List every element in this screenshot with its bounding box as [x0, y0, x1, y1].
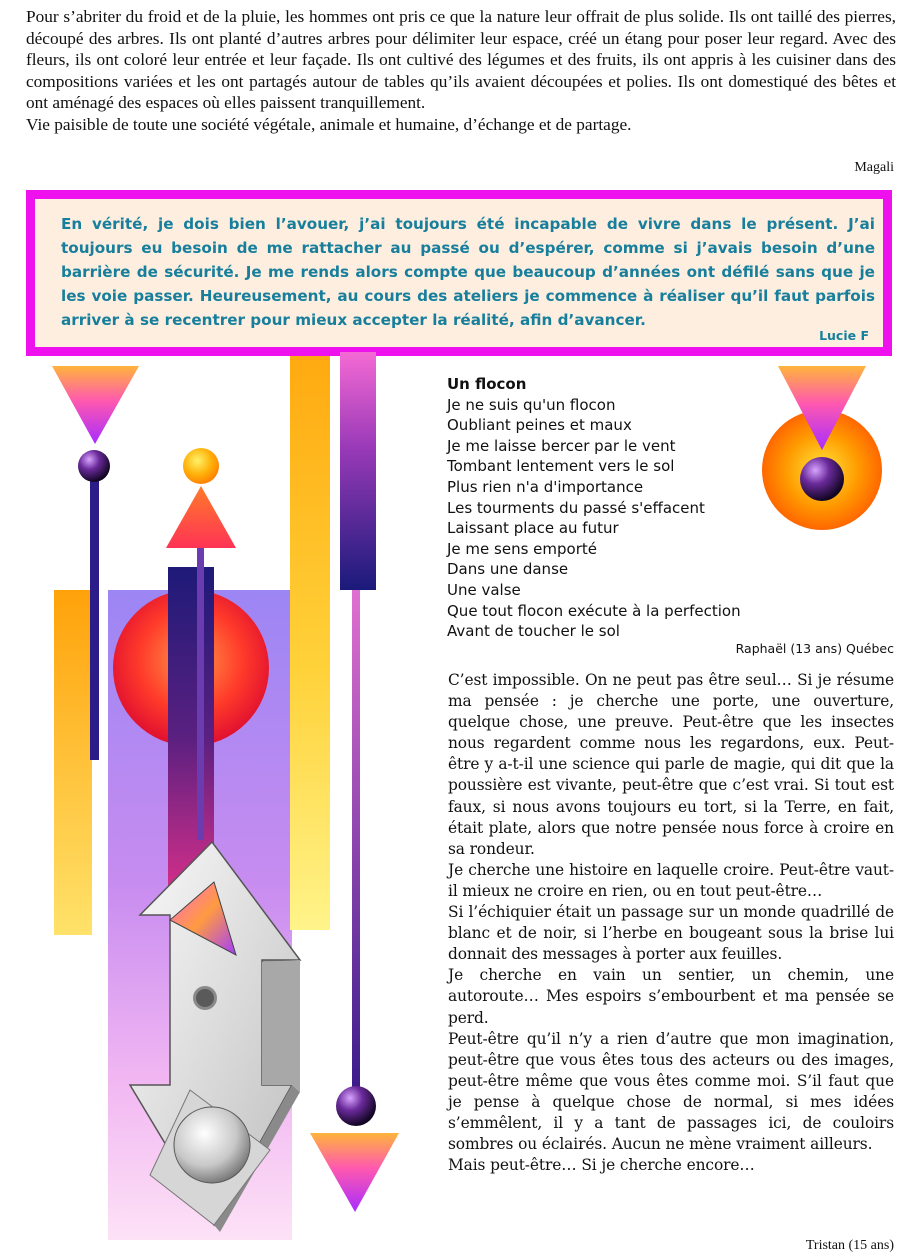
poem-line: Je me laisse bercer par le vent	[447, 436, 676, 455]
navy-column	[168, 567, 214, 907]
prose-text	[448, 670, 894, 1176]
poem	[447, 374, 897, 642]
poem-line: Les tourments du passé s'effacent	[447, 498, 705, 517]
poem-line: Une valse	[447, 580, 521, 599]
lavender-panel	[108, 590, 292, 1240]
left-orange-bar	[54, 590, 92, 935]
poem-signature: Raphaël (13 ans) Québec	[735, 641, 894, 656]
intro-paragraph-1: Pour s’abriter du froid et de la pluie, les hommes ont pris ce que la nature leur offrait de plus solide. Ils ont taillé des pierres, découpé des arbres. Ils ont planté d’autres arbres pour délimiter leur espace, créé un étang pour poser leur regard. Avec des fleurs, ils ont coloré leur entrée et leur façade. Ils ont cultivé des légumes et des fruits, ils ont appris à les cuisiner dans des compositions variées et les ont partagés autour de tables qu’ils avaient découpées et polies. Ils ont domestiqué des bêtes et ont aménagé des espaces où elles paissent tranquillement.	[26, 7, 896, 112]
poem-line: Laissant place au futur	[447, 519, 619, 538]
prose-paragraph: Peut-être qu’il n’y a rien d’autre que mon imagination, peut-être que vous êtes tous des acteurs ou des images, peut-être même que vous êtes comme moi. S’il faut que je pense à quelque chose de normal, si mes idées s’emmêlent, il y a tant de passages ici, de couloirs sombres ou éclairés. Aucun ne mène vraiment ailleurs.	[448, 1029, 894, 1154]
hanging-rod	[352, 590, 360, 1090]
intro-signature: Magali	[854, 160, 894, 175]
ball-dark-bottom	[336, 1086, 376, 1126]
poem-line: Oubliant peines et maux	[447, 416, 632, 435]
poem-line: Plus rien n'a d'importance	[447, 477, 644, 496]
quote-text: En vérité, je dois bien l’avouer, j’ai toujours été incapable de vivre dans le présent. J’ai toujours eu besoin de me rattacher au passé ou d’espérer, comme si j’avais besoin d’une barrière de sécurité. Je me rends alors compte que beaucoup d’années ont défilé sans que je les voie passer. Heureusement, au cours des ateliers je commence à réaliser qu’il faut parfois arriver à se recentrer pour mieux accepter la réalité, afin d’avancer.	[61, 215, 875, 329]
ball-dark-left	[78, 450, 110, 482]
poem-line: Je ne suis qu'un flocon	[447, 395, 616, 414]
prose-paragraph: Mais peut-être… Si je cherche encore…	[448, 1156, 755, 1175]
triangle-down-bottom	[310, 1133, 399, 1212]
quote-signature: Lucie F	[819, 328, 869, 343]
quote-box	[26, 190, 892, 356]
poem-line: Avant de toucher le sol	[447, 622, 620, 641]
prose-paragraph: C’est impossible. On ne peut pas être seul… Si je résume ma pensée : je cherche une porte, une ouverture, quelque chose, une preuve. Peut-être que les insectes nous regardent comme nous les regardons, eux. Peut-être y a-t-il une science qui parle de magie, qui dit que la poussière est vivante, peut-être que c’est vrai. Si tout est faux, si nous avons toujours eu tort, si la Terre, en fait, était plate, alors que notre pensée nous force à croire en sa rondeur.	[448, 671, 894, 858]
prose-paragraph: Si l’échiquier était un passage sur un monde quadrillé de blanc et de noir, si l’herbe en bougeant sous la brise lui donnait des messages à porter aux feuilles.	[448, 903, 894, 964]
prose-paragraph: Je cherche une histoire en laquelle croire. Peut-être vaut-il mieux ne croire en rien, ou en tout peut-être…	[448, 860, 894, 900]
poem-title: Un flocon	[447, 375, 527, 393]
small-sun	[183, 448, 219, 484]
poem-line: Je me sens emporté	[447, 539, 597, 558]
triangle-down-left	[52, 366, 139, 444]
poem-line: Dans une danse	[447, 560, 569, 579]
intro-text	[26, 6, 896, 135]
hanging-pillar	[340, 352, 376, 590]
red-sun	[113, 590, 269, 746]
stone-arrow	[130, 842, 300, 1232]
thin-rod	[197, 520, 204, 840]
prose-paragraph: Je cherche en vain un sentier, un chemin, une autoroute… Mes espoirs s’embourbent et ma pensée se perd.	[448, 966, 894, 1027]
poem-line: Tombant lentement vers le sol	[447, 457, 675, 476]
left-rod	[90, 470, 99, 760]
triangle-up	[166, 486, 236, 548]
intro-paragraph-2: Vie paisible de toute une société végétale, animale et humaine, d’échange et de partage.	[26, 114, 632, 134]
prose-signature: Tristan (15 ans)	[805, 1238, 894, 1253]
poem-line: Que tout flocon exécute à la perfection	[447, 601, 741, 620]
tall-orange-bar	[290, 356, 330, 930]
